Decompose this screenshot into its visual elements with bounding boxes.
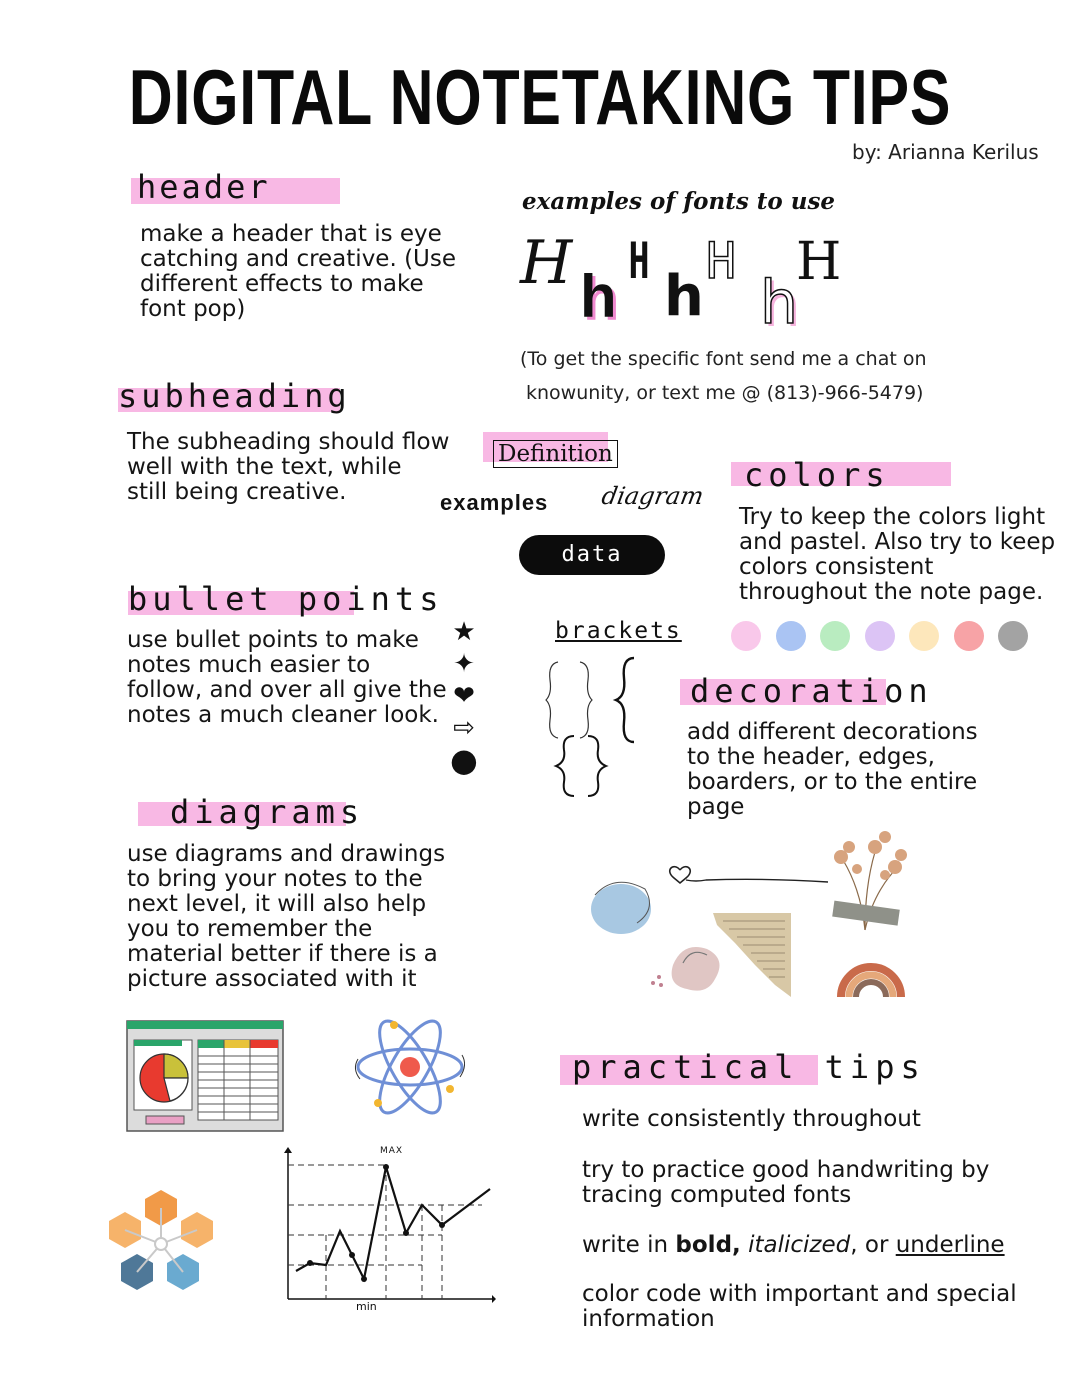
text-line: notes much easier to <box>127 652 371 678</box>
text-line: notes a much cleaner look. <box>127 702 439 728</box>
brackets-label: brackets <box>555 618 682 644</box>
text-line: you to remember the <box>127 916 373 942</box>
text-line: font pop) <box>140 296 246 322</box>
text-line: to the header, edges, <box>687 744 935 770</box>
subheading-heading: subheading <box>118 377 351 415</box>
font-glyph: H <box>706 232 737 290</box>
sparkle-icon: ✦ <box>453 649 475 679</box>
text-line: page <box>687 794 745 820</box>
text-line: color code with important and special <box>582 1281 1017 1307</box>
color-swatch <box>954 621 984 651</box>
text-line: use diagrams and drawings <box>127 841 446 867</box>
practical-tip <box>582 1233 1005 1258</box>
font-note <box>520 342 927 410</box>
font-glyph: H <box>628 232 650 290</box>
line-graph-icon <box>282 1145 497 1315</box>
text-line: next level, it will also help <box>127 891 427 917</box>
header-description <box>140 222 456 322</box>
graph-max-label: MAX <box>380 1146 404 1156</box>
hexagon-network-icon <box>105 1188 220 1298</box>
text-line: use bullet points to make <box>127 627 419 653</box>
practical-tip <box>582 1282 1017 1332</box>
practical-tip <box>582 1158 989 1208</box>
page-title: DIGITAL NOTETAKING TIPS <box>128 53 952 141</box>
practical-tip: write consistently throughout <box>582 1106 921 1132</box>
decoration-description <box>687 720 978 820</box>
font-glyph: h <box>664 264 704 329</box>
font-examples <box>520 228 850 338</box>
brackets-icon <box>540 652 660 797</box>
text-line: catching and creative. (Use <box>140 246 457 272</box>
graph-min-label: min <box>356 1300 377 1313</box>
decoration-stickers <box>585 825 915 1005</box>
practical-tips-heading: practical tips <box>572 1048 926 1086</box>
text-line: Try to keep the colors light <box>739 504 1046 530</box>
text-line: still being creative. <box>127 479 347 505</box>
author-byline: by: Arianna Kerilus <box>852 140 1039 164</box>
colors-description <box>739 505 1055 605</box>
text-line: different effects to make <box>140 271 424 297</box>
text-line: boarders, or to the entire <box>687 769 978 795</box>
color-swatch <box>998 621 1028 651</box>
tip-text: , or <box>850 1232 896 1258</box>
text-line: information <box>582 1306 715 1332</box>
font-glyph: h <box>580 263 617 330</box>
bullet-symbols <box>447 616 481 779</box>
color-swatch <box>865 621 895 651</box>
decoration-heading: decoration <box>690 672 933 710</box>
header-heading: header <box>137 168 271 206</box>
text-line: and pastel. Also try to keep <box>739 529 1056 555</box>
diagrams-heading: diagrams <box>170 793 365 831</box>
text-line: tracing computed fonts <box>582 1182 852 1208</box>
examples-label: examples <box>440 490 549 515</box>
diagrams-description <box>127 842 445 992</box>
tip-underline-text: underline <box>895 1232 1005 1258</box>
font-glyph: H <box>796 232 842 292</box>
text-line: follow, and over all give the <box>127 677 447 703</box>
star-icon: ★ <box>452 617 476 647</box>
font-examples-label: examples of fonts to use <box>522 188 836 215</box>
color-swatch <box>820 621 850 651</box>
text-line: (To get the specific font send me a chat on <box>520 348 927 370</box>
color-swatch <box>731 621 761 651</box>
color-swatch <box>776 621 806 651</box>
text-line: colors consistent <box>739 554 934 580</box>
data-example-pill: data <box>519 535 665 575</box>
spreadsheet-icon <box>126 1020 286 1134</box>
diagram-example: diagram <box>599 482 706 510</box>
subheading-description <box>127 430 449 505</box>
text-line: material better if there is a <box>127 941 438 967</box>
color-swatch <box>909 621 939 651</box>
atom-icon <box>350 1015 470 1120</box>
text-line: The subheading should flow <box>127 429 450 455</box>
colors-heading: colors <box>744 456 890 494</box>
arrow-right-icon: ⇨ <box>453 713 475 743</box>
text-line: to bring your notes to the <box>127 866 423 892</box>
text-line: try to practice good handwriting by <box>582 1157 990 1183</box>
heart-icon: ❤ <box>453 681 475 711</box>
text-line: well with the text, while <box>127 454 402 480</box>
tip-italic-text: italicized <box>748 1232 851 1258</box>
circle-icon: ● <box>450 741 478 779</box>
font-glyph: H <box>520 228 573 298</box>
bullet-points-description <box>127 628 447 728</box>
text-line: throughout the note page. <box>739 579 1044 605</box>
text-line: knowunity, or text me @ (813)-966-5479) <box>526 382 924 404</box>
tip-bold-text: bold, <box>675 1232 741 1258</box>
font-glyph: h <box>760 268 799 338</box>
tip-text: write in <box>582 1232 676 1258</box>
definition-example: Definition <box>493 440 618 468</box>
bullet-points-heading: bullet points <box>128 580 444 618</box>
text-line: add different decorations <box>687 719 978 745</box>
text-line: picture associated with it <box>127 966 417 992</box>
text-line: make a header that is eye <box>140 221 442 247</box>
